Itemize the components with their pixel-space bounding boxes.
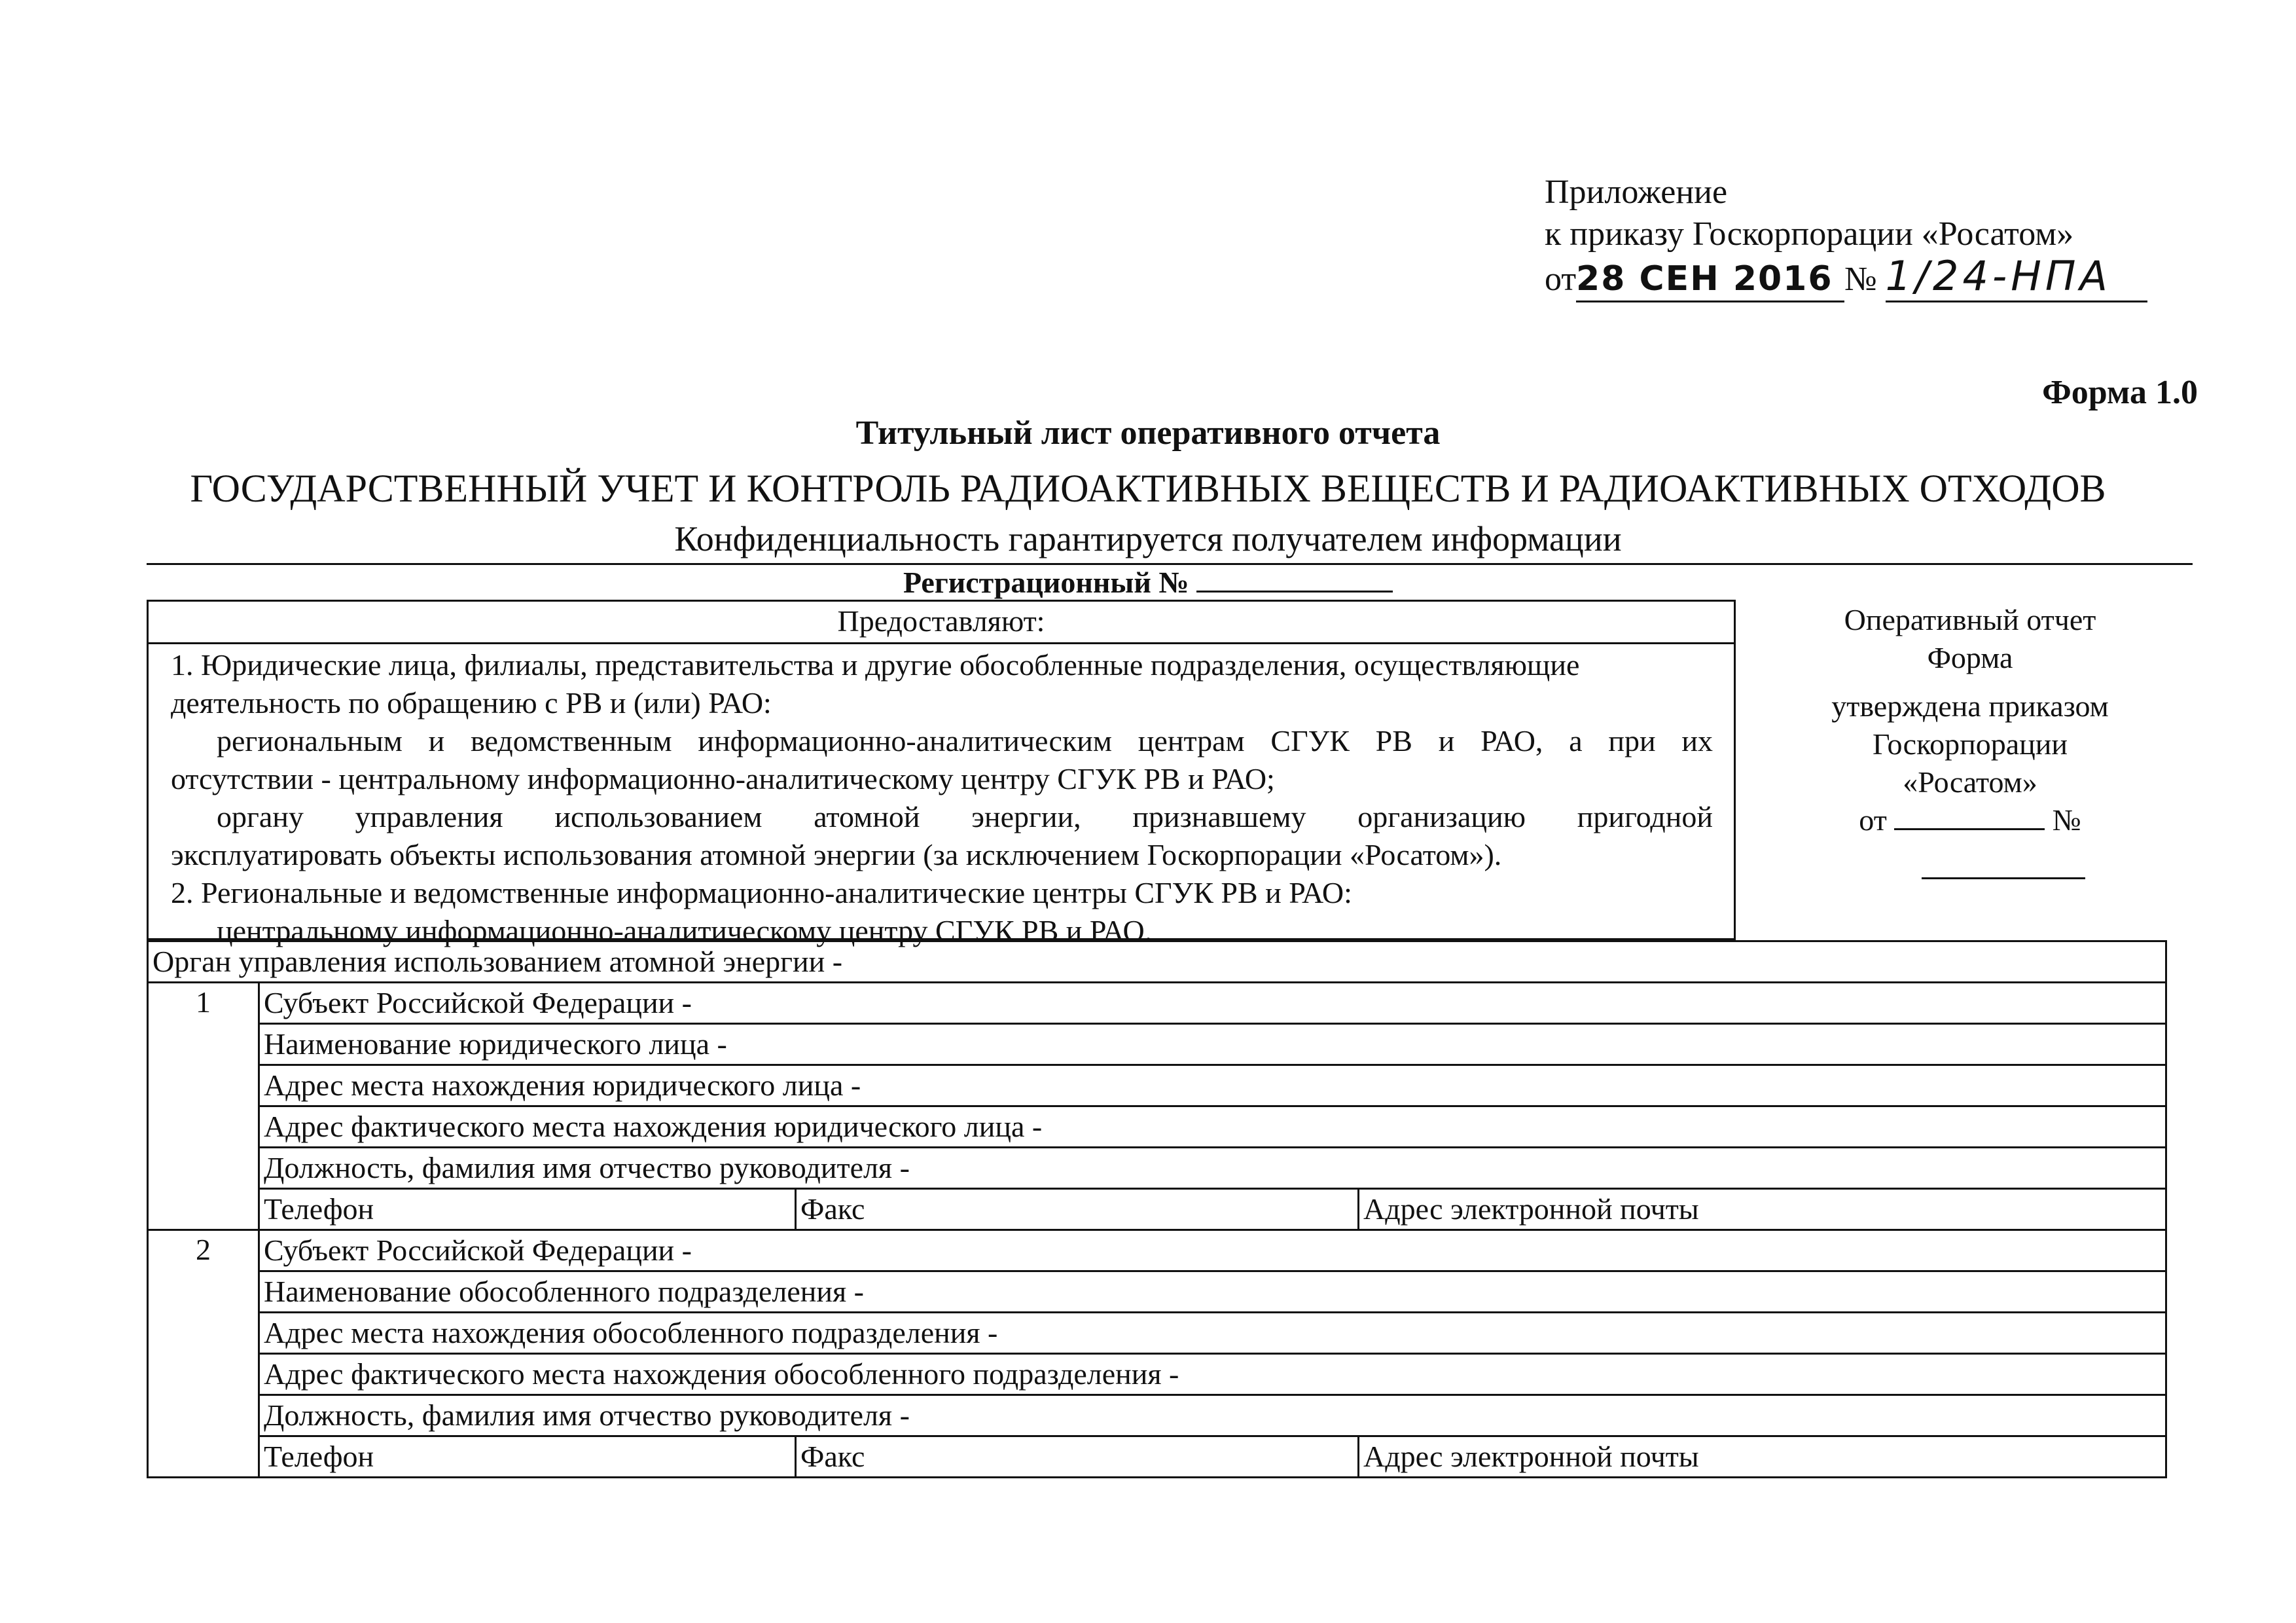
table-row xyxy=(148,1395,2166,1436)
appendix-date-line xyxy=(1545,252,2147,302)
authority-cell[interactable]: Орган управления использованием атомной энергии - xyxy=(148,941,2166,983)
field-cell[interactable]: Субъект Российской Федерации - xyxy=(259,1230,2166,1271)
provider-line: 2. Региональные и ведомственные информационно-аналитические центры СГУК РВ и РАО: xyxy=(171,876,1352,909)
provider-line: региональным и ведомственным информационно-аналитическим центрам СГУК РВ и РАО, а при их xyxy=(217,724,1713,757)
providers-box xyxy=(147,600,1736,947)
page-subtitle: ГОСУДАРСТВЕННЫЙ УЧЕТ И КОНТРОЛЬ РАДИОАКТИВНЫХ ВЕЩЕСТВ И РАДИОАКТИВНЫХ ОТХОДОВ xyxy=(190,467,2106,510)
date-prefix: от xyxy=(1545,261,1577,298)
table-row xyxy=(148,1354,2166,1395)
order-number-field xyxy=(1885,252,2147,302)
provider-line: эксплуатировать объекты использования атомной энергии (за исключением Госкорпорации «Росатом»). xyxy=(171,838,1502,871)
info-number-field[interactable] xyxy=(1922,877,2085,879)
table-row xyxy=(148,941,2166,983)
section-number: 2 xyxy=(148,1230,259,1478)
date-field xyxy=(1576,258,1844,302)
appendix-title: Приложение xyxy=(1545,173,1728,211)
table-row xyxy=(148,983,2166,1024)
info-date-number-line xyxy=(1767,801,2173,839)
field-cell[interactable]: Должность, фамилия имя отчество руководителя - xyxy=(259,1148,2166,1189)
table-row xyxy=(148,1436,2166,1478)
provider-line: центральному информационно-аналитическому центру СГУК РВ и РАО. xyxy=(217,914,1153,947)
field-cell[interactable]: Адрес места нахождения обособленного подразделения - xyxy=(259,1313,2166,1354)
table-row xyxy=(148,1024,2166,1065)
table-row xyxy=(148,1230,2166,1271)
info-line: Госкорпорации xyxy=(1872,727,2068,761)
phone-cell[interactable]: Телефон xyxy=(259,1436,796,1478)
table-row xyxy=(148,1065,2166,1106)
info-from-label: от xyxy=(1859,803,1887,837)
table-row xyxy=(148,1189,2166,1230)
fax-cell[interactable]: Факс xyxy=(796,1436,1359,1478)
info-line: Форма xyxy=(1927,641,2013,674)
table-row xyxy=(148,1271,2166,1313)
appendix-order-ref: к приказу Госкорпорации «Росатом» xyxy=(1545,215,2074,253)
section-number: 1 xyxy=(148,983,259,1230)
form-label: Форма 1.0 xyxy=(2042,374,2198,411)
field-cell[interactable]: Адрес места нахождения юридического лица - xyxy=(259,1065,2166,1106)
appendix-header xyxy=(1545,172,2147,302)
field-cell[interactable]: Субъект Российской Федерации - xyxy=(259,983,2166,1024)
info-line: Оперативный отчет xyxy=(1844,603,2096,636)
fax-cell[interactable]: Факс xyxy=(796,1189,1359,1230)
field-cell[interactable]: Адрес фактического места нахождения обособленного подразделения - xyxy=(259,1354,2166,1395)
page-title: Титульный лист оперативного отчета xyxy=(855,414,1441,452)
registry-table xyxy=(147,940,2167,1478)
provider-line: деятельность по обращению с РВ и (или) РАО: xyxy=(171,686,772,720)
phone-cell[interactable]: Телефон xyxy=(259,1189,796,1230)
providers-text xyxy=(171,646,1713,950)
field-cell[interactable]: Наименование обособленного подразделения - xyxy=(259,1271,2166,1313)
date-value: 28 СЕН 2016 xyxy=(1576,259,1833,299)
providers-heading: Предоставляют: xyxy=(149,602,1734,644)
info-line: «Росатом» xyxy=(1903,765,2037,799)
report-form-info xyxy=(1767,601,2173,839)
field-cell[interactable]: Адрес фактического места нахождения юридического лица - xyxy=(259,1106,2166,1148)
email-cell[interactable]: Адрес электронной почты xyxy=(1359,1189,2166,1230)
info-number-label: № xyxy=(2052,803,2081,837)
provider-line: отсутствии - центральному информационно-аналитическому центру СГУК РВ и РАО; xyxy=(171,762,1275,795)
info-date-field[interactable] xyxy=(1894,802,2045,830)
email-cell[interactable]: Адрес электронной почты xyxy=(1359,1436,2166,1478)
confidentiality-note: Конфиденциальность гарантируется получателем информации xyxy=(674,519,1622,558)
registration-number-label: Регистрационный № xyxy=(903,566,1189,599)
table-row xyxy=(148,1313,2166,1354)
field-cell[interactable]: Должность, фамилия имя отчество руководителя - xyxy=(259,1395,2166,1436)
table-row xyxy=(148,1148,2166,1189)
number-prefix: № xyxy=(1844,261,1877,298)
info-line: утверждена приказом xyxy=(1831,689,2109,723)
registration-number-line xyxy=(0,564,2296,600)
field-cell[interactable]: Наименование юридического лица - xyxy=(259,1024,2166,1065)
order-number-value: 1/24-НПА xyxy=(1885,252,2111,300)
table-row xyxy=(148,1106,2166,1148)
provider-line: органу управления использованием атомной энергии, признавшему организацию пригодной xyxy=(217,800,1713,833)
provider-line: 1. Юридические лица, филиалы, представительства и другие обособленные подразделения, осуществляющие xyxy=(171,648,1580,682)
registration-number-field[interactable] xyxy=(1196,564,1393,593)
